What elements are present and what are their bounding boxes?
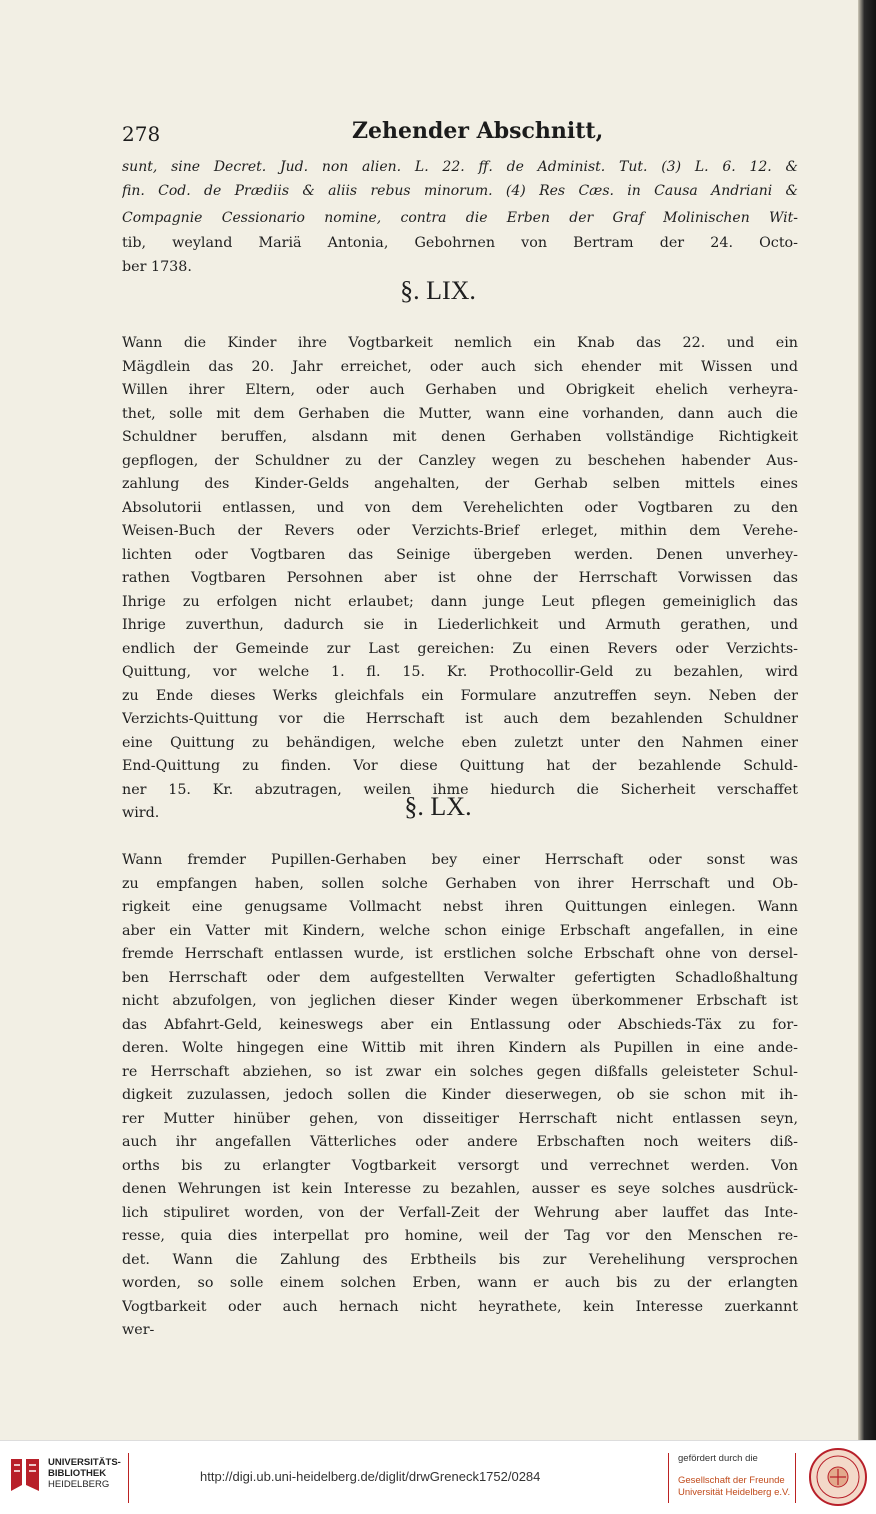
text-line: denen Wehrungen ist kein Interesse zu bezahlen, ausser es seye solches ausdrück- (122, 1181, 798, 1197)
library-name-line: HEIDELBERG (48, 1479, 110, 1490)
divider (795, 1453, 796, 1503)
text-line: gepflogen, der Schuldner zu der Canzley wegen zu beschehen habender Aus- (122, 452, 798, 469)
footnote-line: tib, weyland Mariä Antonia, Gebohrnen von Bertram der 24. Octo- (122, 235, 798, 251)
university-seal-icon (808, 1447, 868, 1507)
section-heading: §. LX. (404, 792, 472, 821)
text-line: wer- (122, 1322, 155, 1338)
text-line: resse, quia dies interpellat pro homine, weil der Tag vor den Menschen re- (122, 1228, 798, 1244)
text-line: rathen Vogtbaren Persohnen aber ist ohne der Herrschaft Vorwissen das (122, 570, 798, 586)
text-line: digkeit zuzulassen, jedoch sollen die Kinder dieserwegen, ob sie schon mit ih- (122, 1087, 798, 1103)
text-line: Ihrige zuverthun, dadurch sie in Liederlichkeit und Armuth gerathen, und (122, 617, 798, 633)
text-line: Wann die Kinder ihre Vogtbarkeit nemlich ein Knab das 22. und ein (122, 335, 798, 351)
footnote-line: sunt, sine Decret. Jud. non alien. L. 22. ff. de Administ. Tut. (3) L. 6. 12. & (122, 159, 798, 175)
page-number: 278 (122, 122, 161, 146)
text-line: auch ihr angefallen Vätterliches oder andere Erbschaften noch weiters diß- (122, 1134, 798, 1150)
text-line: End-Quittung zu finden. Vor diese Quittung hat der bezahlende Schuld- (122, 758, 798, 774)
text-line: orths bis zu erlangter Vogtbarkeit versorgt und verrechnet werden. Von (122, 1157, 798, 1174)
text-line: fremde Herrschaft entlassen wurde, ist erstlichen solche Erbschaft ohne von dersel- (122, 946, 798, 962)
permalink-url[interactable]: http://digi.ub.uni-heidelberg.de/diglit/drwGreneck1752/0284 (200, 1469, 541, 1484)
text-line: deren. Wolte hingegen eine Wittib mit ihren Kindern als Pupillen in eine ande- (122, 1040, 798, 1056)
text-line: thet, solle mit dem Gerhaben die Mutter, wann eine vorhanden, dann auch die (122, 405, 798, 422)
text-line: Willen ihrer Eltern, oder auch Gerhaben und Obrigkeit ehelich verheyra- (122, 382, 798, 398)
section-heading: §. LIX. (400, 276, 476, 305)
text-line: ben Herrschaft oder dem aufgestellten Verwalter gefertigten Schadloßhaltung (122, 969, 798, 986)
text-line: Wann fremder Pupillen-Gerhaben bey einer Herrschaft oder sonst was (122, 852, 798, 868)
page-header (122, 118, 802, 150)
text-line: zu Ende dieses Werks gleichfals ein Formulare anzutreffen seyn. Neben der (122, 687, 798, 704)
text-line: Weisen-Buch der Revers oder Verzichts-Brief erleget, mithin dem Verehe- (122, 523, 798, 539)
library-name-line: BIBLIOTHEK (48, 1468, 107, 1479)
text-line: rer Mutter hinüber gehen, von disseitiger Herrschaft nicht entlassen seyn, (122, 1110, 798, 1127)
text-line: nicht abzufolgen, von jeglichen dieser Kinder wegen überkommener Erbschaft ist (122, 993, 798, 1009)
text-line: re Herrschaft abziehen, so ist zwar ein solches gegen dißfalls geleisteter Schul- (122, 1063, 798, 1080)
text-line: zahlung des Kinder-Gelds angehalten, der Gerhab selben mittels eines (122, 476, 798, 492)
book-gutter (858, 0, 876, 1440)
text-line: lichten oder Vogtbaren das Seinige übergeben werden. Denen unverhey- (122, 546, 798, 563)
text-line: Ihrige zu erfolgen nicht erlaubet; dann junge Leut pflegen gemeiniglich das (122, 593, 798, 610)
sponsor-name-line: Gesellschaft der Freunde (678, 1475, 785, 1486)
text-line: Absolutorii entlassen, und von dem Verehelichten oder Vogtbaren zu den (122, 499, 798, 516)
text-line: eine Quittung zu behändigen, welche eben zuletzt unter den Nahmen einer (122, 734, 798, 751)
text-line: wird. (122, 805, 160, 821)
running-head: Zehender Abschnitt, (352, 118, 604, 144)
footnote-line: fin. Cod. de Prædiis & aliis rebus minorum. (4) Res Cæs. in Causa Andriani & (122, 183, 798, 199)
sponsor-name-line: Universität Heidelberg e.V. (678, 1487, 791, 1498)
text-line: det. Wann die Zahlung des Erbtheils bis zur Verehelihung versprochen (122, 1251, 798, 1268)
text-line: zu empfangen haben, sollen solche Gerhaben von ihrer Herrschaft und Ob- (122, 875, 798, 892)
text-line: das Abfahrt-Geld, keineswegs aber ein Entlassung oder Abschieds-Täx zu for- (122, 1016, 798, 1033)
text-line: ner 15. Kr. abzutragen, weilen ihme hiedurch die Sicherheit verschaffet (122, 781, 798, 798)
text-line: Verzichts-Quittung vor die Herrschaft ist auch dem bezahlenden Schuldner (122, 711, 798, 727)
text-line: Vogtbarkeit oder auch hernach nicht heyrathete, kein Interesse zuerkannt (122, 1298, 798, 1315)
text-line: endlich der Gemeinde zur Last gereichen: Zu einen Revers oder Verzichts- (122, 640, 798, 657)
text-line: Schuldner beruffen, alsdann mit denen Gerhaben vollständige Richtigkeit (122, 429, 798, 445)
footnote-line: ber 1738. (122, 259, 192, 275)
text-line: worden, so solle einem solchen Erben, wann er auch bis zu der erlangten (122, 1275, 798, 1291)
divider (128, 1453, 129, 1503)
text-line: lich stipuliret worden, von der Verfall-Zeit der Wehrung aber lauffet das Inte- (122, 1204, 798, 1221)
footnote-line: Compagnie Cessionario nomine, contra die Erben der Graf Molinischen Wit- (122, 210, 798, 226)
sponsor-label: gefördert durch die (678, 1453, 758, 1464)
sponsor-name[interactable] (678, 1475, 790, 1499)
viewer-footer (0, 1440, 876, 1514)
library-logo-icon[interactable] (8, 1455, 42, 1495)
text-line: Quittung, vor welche 1. fl. 15. Kr. Prothocollir-Geld zu bezahlen, wird (122, 664, 798, 680)
library-name-line: UNIVERSITÄTS- (48, 1457, 121, 1468)
text-line: Mägdlein das 20. Jahr erreichet, oder auch sich ehender mit Wissen und (122, 358, 798, 375)
library-name[interactable] (48, 1457, 121, 1490)
divider (668, 1453, 669, 1503)
text-line: rigkeit eine genugsame Vollmacht nebst ihren Quittungen einlegen. Wann (122, 899, 798, 915)
text-line: aber ein Vatter mit Kindern, welche schon einige Erbschaft angefallen, in eine (122, 922, 798, 939)
